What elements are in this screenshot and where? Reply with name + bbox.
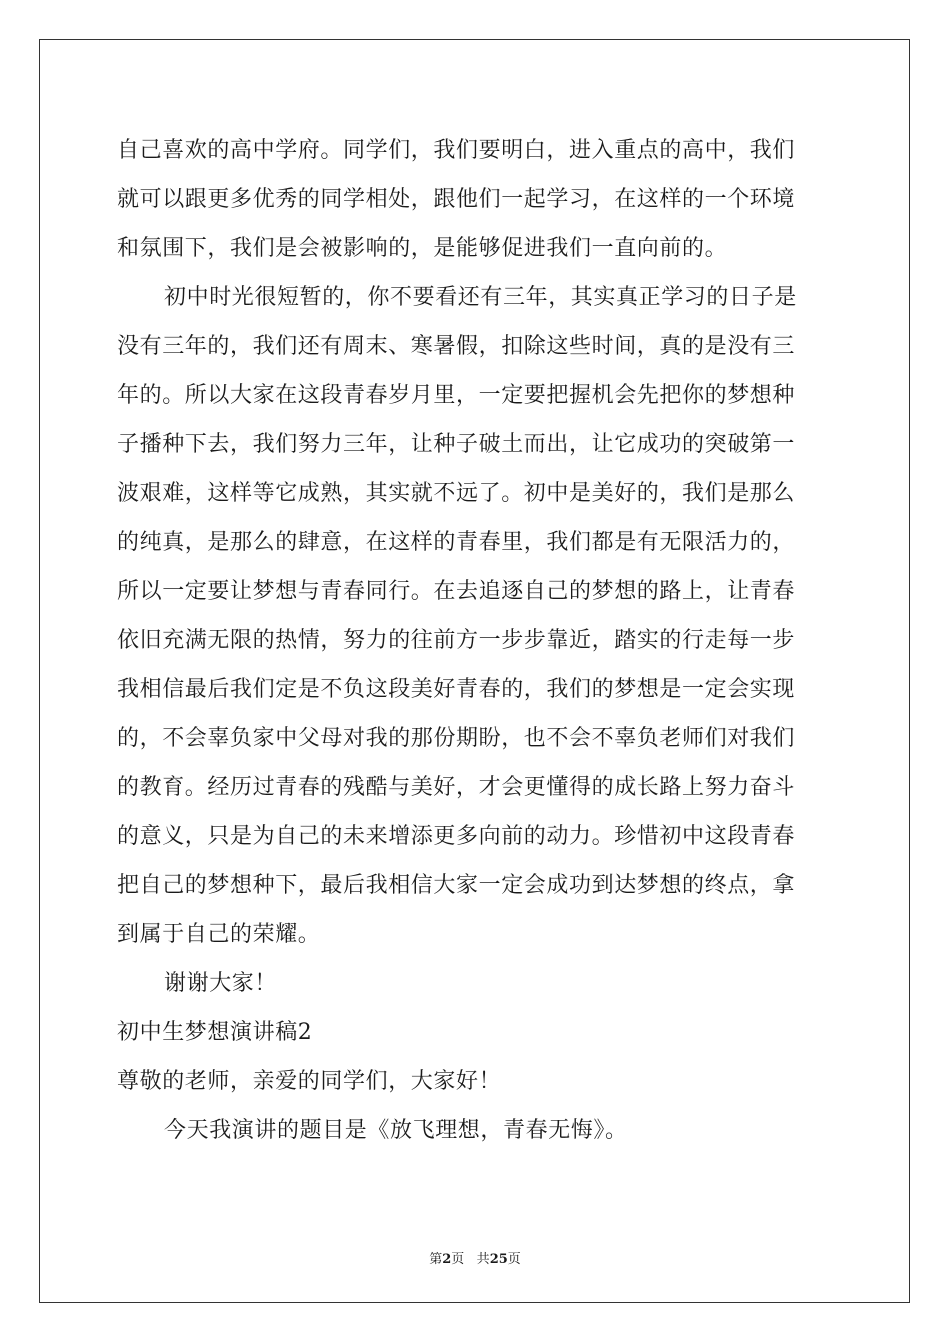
paragraph-line: 把自己的梦想种下，最后我相信大家一定会成功到达梦想的终点，拿 (117, 873, 796, 898)
paragraph-line: 就可以跟更多优秀的同学相处，跟他们一起学习，在这样的一个环境 (117, 187, 796, 212)
page-prefix: 第 (429, 1252, 443, 1267)
page-footer (0, 1248, 950, 1267)
page-border (39, 39, 910, 1303)
paragraph-line: 自己喜欢的高中学府。同学们，我们要明白，进入重点的高中，我们 (117, 138, 796, 163)
paragraph-line: 波艰难，这样等它成熟，其实就不远了。初中是美好的，我们是那么 (117, 481, 796, 506)
greeting-line: 尊敬的老师，亲爱的同学们，大家好！ (117, 1069, 502, 1094)
paragraph-line: 的纯真，是那么的肆意，在这样的青春里，我们都是有无限活力的， (117, 530, 796, 555)
paragraph-line: 和氛围下，我们是会被影响的，是能够促进我们一直向前的。 (117, 236, 728, 261)
paragraph-line: 依旧充满无限的热情，努力的往前方一步步靠近，踏实的行走每一步 (117, 628, 796, 653)
paragraph-line: 年的。所以大家在这段青春岁月里，一定要把握机会先把你的梦想种 (117, 383, 796, 408)
page-suffix: 页 (451, 1252, 465, 1267)
paragraph-line: 的教育。经历过青春的残酷与美好，才会更懂得的成长路上努力奋斗 (117, 775, 796, 800)
page-number: 2 (442, 1252, 452, 1267)
paragraph-line: 到属于自己的荣耀。 (117, 922, 321, 947)
paragraph-line: 今天我演讲的题目是《放飞理想，青春无悔》。 (164, 1118, 628, 1143)
total-pages: 25 (489, 1252, 508, 1267)
paragraph-line: 子播种下去，我们努力三年，让种子破土而出，让它成功的突破第一 (117, 432, 796, 457)
section-heading: 初中生梦想演讲稿2 (117, 1020, 313, 1045)
paragraph-line: 所以一定要让梦想与青春同行。在去追逐自己的梦想的路上，让青春 (117, 579, 796, 604)
total-suffix: 页 (507, 1252, 521, 1267)
paragraph-line: 没有三年的，我们还有周末、寒暑假，扣除这些时间，真的是没有三 (117, 334, 796, 359)
paragraph-line: 的，不会辜负家中父母对我的那份期盼，也不会不辜负老师们对我们 (117, 726, 796, 751)
closing-line: 谢谢大家！ (164, 971, 278, 996)
paragraph-line: 初中时光很短暂的，你不要看还有三年，其实真正学习的日子是 (164, 285, 797, 310)
paragraph-line: 的意义，只是为自己的未来增添更多向前的动力。珍惜初中这段青春 (117, 824, 796, 849)
total-prefix: 共 (476, 1252, 490, 1267)
paragraph-line: 我相信最后我们定是不负这段美好青春的，我们的梦想是一定会实现 (117, 677, 796, 702)
